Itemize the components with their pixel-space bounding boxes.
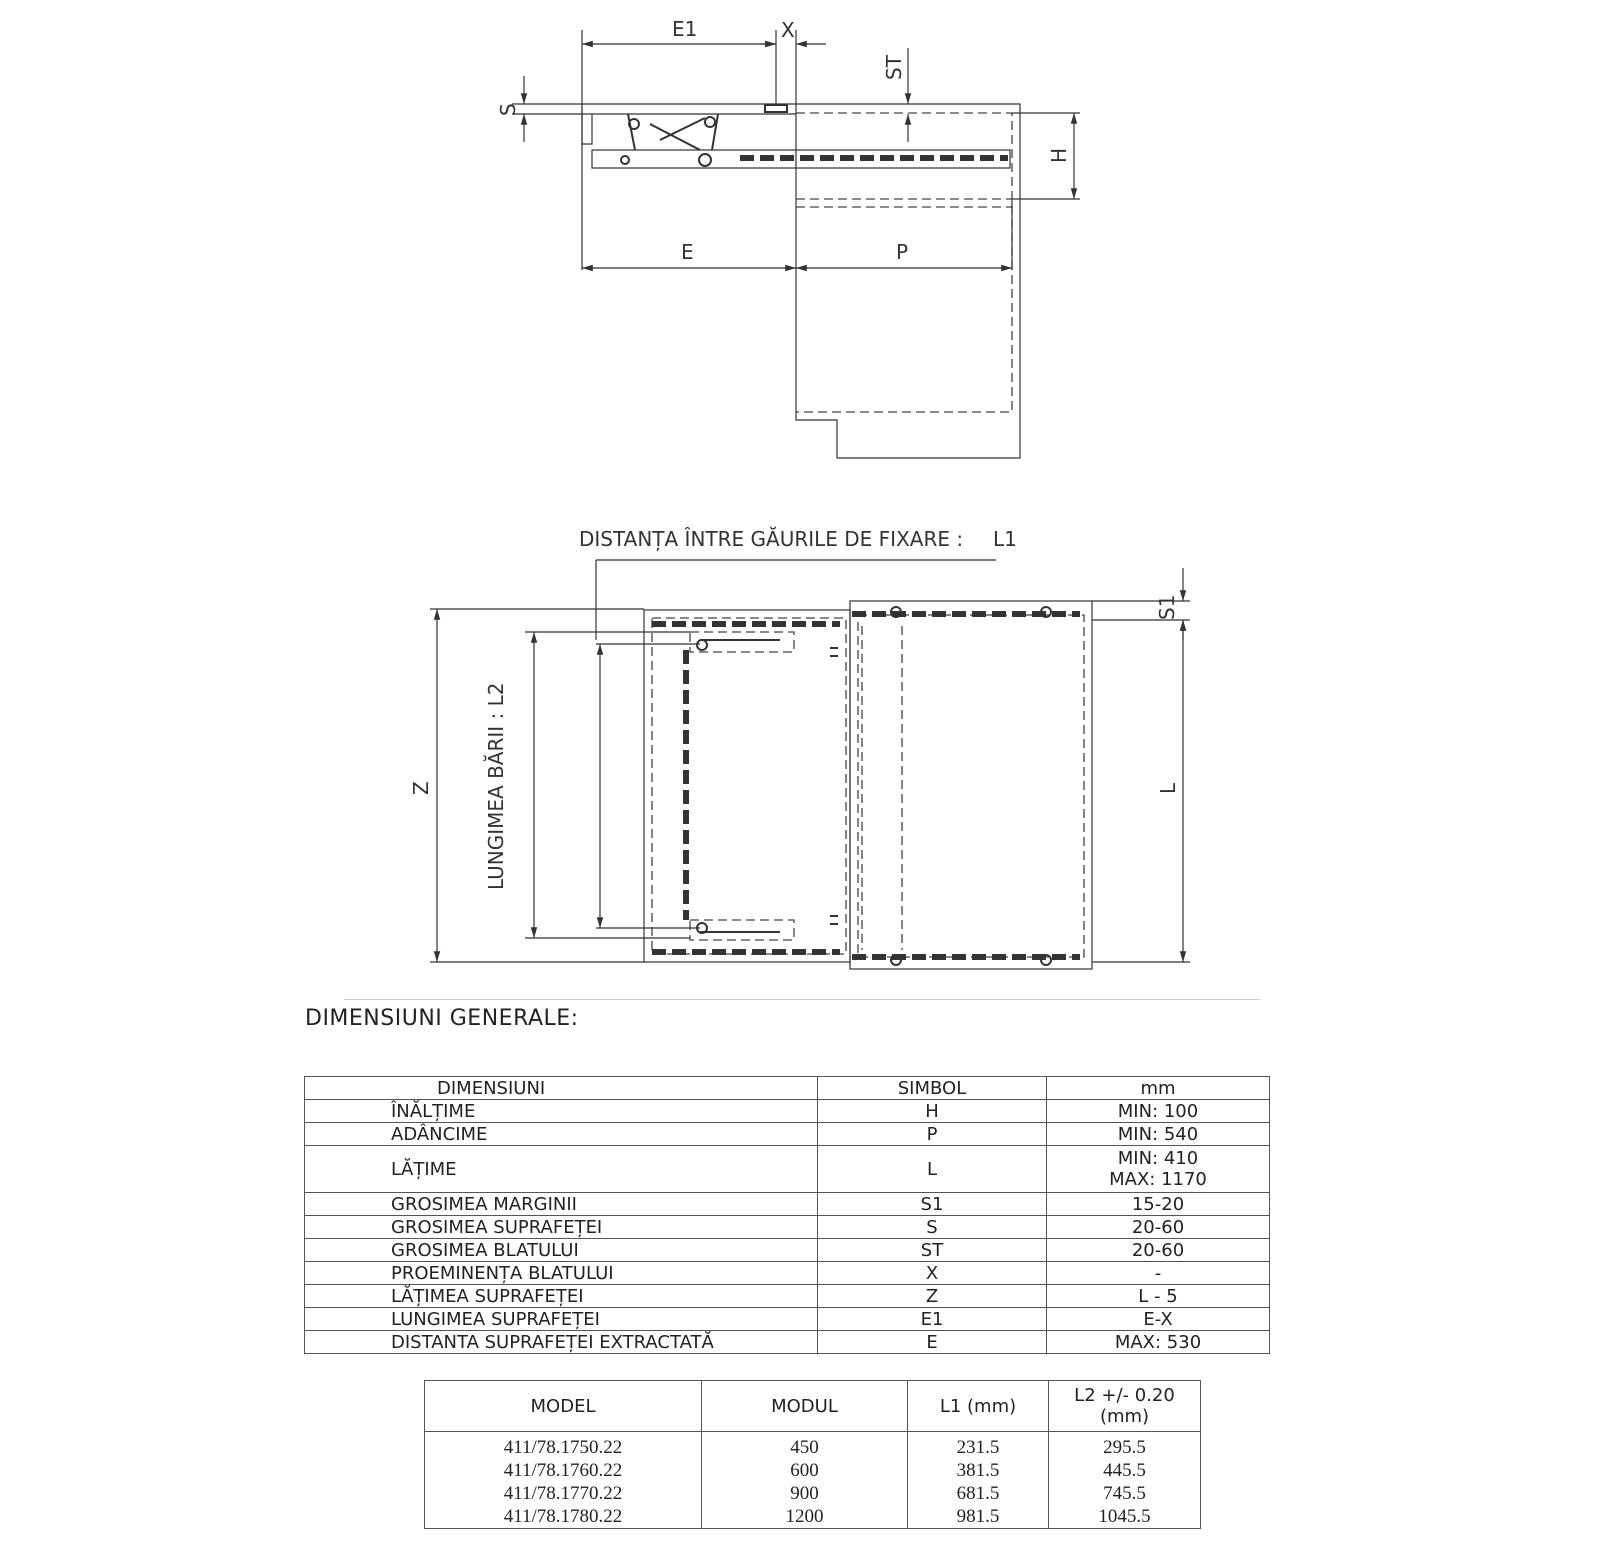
table-row	[305, 1262, 1270, 1285]
table-row	[425, 1432, 1201, 1460]
model-cell: 411/78.1750.22	[425, 1432, 702, 1460]
label-l: L	[1156, 782, 1180, 794]
model-cell: 411/78.1780.22	[425, 1505, 702, 1529]
l2-cell: 745.5	[1049, 1482, 1201, 1505]
dimension-value: -	[1047, 1262, 1270, 1285]
top-view	[409, 527, 1190, 969]
dimension-name: LUNGIMEA SUPRAFEȚEI	[305, 1308, 818, 1331]
dimension-symbol: E1	[818, 1308, 1047, 1331]
dimension-value: MIN: 100	[1047, 1100, 1270, 1123]
dimension-symbol: Z	[818, 1285, 1047, 1308]
dimension-value: 20-60	[1047, 1216, 1270, 1239]
header-model: MODEL	[425, 1381, 702, 1432]
table-row	[425, 1505, 1201, 1529]
dimension-value: MAX: 530	[1047, 1331, 1270, 1354]
table-row	[425, 1459, 1201, 1482]
l1-cell: 381.5	[908, 1459, 1049, 1482]
label-h: H	[1047, 147, 1071, 163]
dimension-name: DISTANTA SUPRAFEȚEI EXTRACTATĂ	[305, 1331, 818, 1354]
model-cell: 411/78.1770.22	[425, 1482, 702, 1505]
dimension-value	[1047, 1146, 1270, 1193]
dimension-symbol: P	[818, 1123, 1047, 1146]
label-st: ST	[882, 55, 906, 80]
label-x: X	[781, 18, 795, 42]
table-row	[305, 1308, 1270, 1331]
l2-cell: 1045.5	[1049, 1505, 1201, 1529]
table-row	[305, 1331, 1270, 1354]
dimension-symbol: E	[818, 1331, 1047, 1354]
table-row	[305, 1239, 1270, 1262]
model-cell: 411/78.1760.22	[425, 1459, 702, 1482]
label-s1: S1	[1155, 594, 1179, 620]
header-symbol: SIMBOL	[818, 1077, 1047, 1100]
fixing-holes-title: DISTANȚA ÎNTRE GĂURILE DE FIXARE :	[579, 527, 964, 551]
dimension-value-max: MAX: 1170	[1109, 1169, 1207, 1190]
modul-cell: 600	[702, 1459, 908, 1482]
table-row	[305, 1146, 1270, 1193]
l2-cell: 295.5	[1049, 1432, 1201, 1460]
table-header-row	[305, 1077, 1270, 1100]
fixing-holes-symbol: L1	[993, 527, 1017, 551]
dimension-value-min: MIN: 410	[1117, 1148, 1199, 1169]
dimension-symbol: S1	[818, 1193, 1047, 1216]
header-l1: L1 (mm)	[908, 1381, 1049, 1432]
label-l2: LUNGIMEA BĂRII : L2	[484, 682, 508, 890]
dimension-name: LĂȚIME	[305, 1146, 818, 1193]
table-row	[305, 1216, 1270, 1239]
table-header-row	[425, 1381, 1201, 1432]
label-z: Z	[409, 781, 433, 795]
models-table	[424, 1380, 1201, 1529]
header-l2: L2 +/- 0.20 (mm)	[1049, 1381, 1201, 1432]
header-modul: MODUL	[702, 1381, 908, 1432]
dimension-name: LĂȚIMEA SUPRAFEȚEI	[305, 1285, 818, 1308]
dimension-symbol: X	[818, 1262, 1047, 1285]
modul-cell: 900	[702, 1482, 908, 1505]
label-e1: E1	[672, 17, 698, 41]
table-row	[305, 1100, 1270, 1123]
dimensions-table	[304, 1076, 1270, 1354]
dimension-symbol: L	[818, 1146, 1047, 1193]
l2-cell: 445.5	[1049, 1459, 1201, 1482]
dimension-value: MIN: 540	[1047, 1123, 1270, 1146]
section-title: DIMENSIUNI GENERALE:	[305, 1006, 579, 1031]
dimension-value: 15-20	[1047, 1193, 1270, 1216]
label-p: P	[896, 240, 909, 264]
table-row	[305, 1123, 1270, 1146]
label-e: E	[681, 240, 694, 264]
dimension-symbol: H	[818, 1100, 1047, 1123]
dimension-value: L - 5	[1047, 1285, 1270, 1308]
dimension-name: GROSIMEA SUPRAFEȚEI	[305, 1216, 818, 1239]
table-row	[425, 1482, 1201, 1505]
modul-cell: 1200	[702, 1505, 908, 1529]
dimension-value: E-X	[1047, 1308, 1270, 1331]
label-s: S	[496, 103, 520, 116]
dimension-name: GROSIMEA BLATULUI	[305, 1239, 818, 1262]
dimension-symbol: ST	[818, 1239, 1047, 1262]
dimension-symbol: S	[818, 1216, 1047, 1239]
dimension-name: ÎNĂLȚIME	[305, 1100, 818, 1123]
side-view	[496, 17, 1080, 458]
header-dimensions: DIMENSIUNI	[305, 1077, 818, 1100]
dimension-value: 20-60	[1047, 1239, 1270, 1262]
l1-cell: 981.5	[908, 1505, 1049, 1529]
dimension-name: PROEMINENȚA BLATULUI	[305, 1262, 818, 1285]
header-mm: mm	[1047, 1077, 1270, 1100]
dimension-name: ADÂNCIME	[305, 1123, 818, 1146]
table-row	[305, 1193, 1270, 1216]
modul-cell: 450	[702, 1432, 908, 1460]
l1-cell: 231.5	[908, 1432, 1049, 1460]
l1-cell: 681.5	[908, 1482, 1049, 1505]
dimension-name: GROSIMEA MARGINII	[305, 1193, 818, 1216]
table-row	[305, 1285, 1270, 1308]
